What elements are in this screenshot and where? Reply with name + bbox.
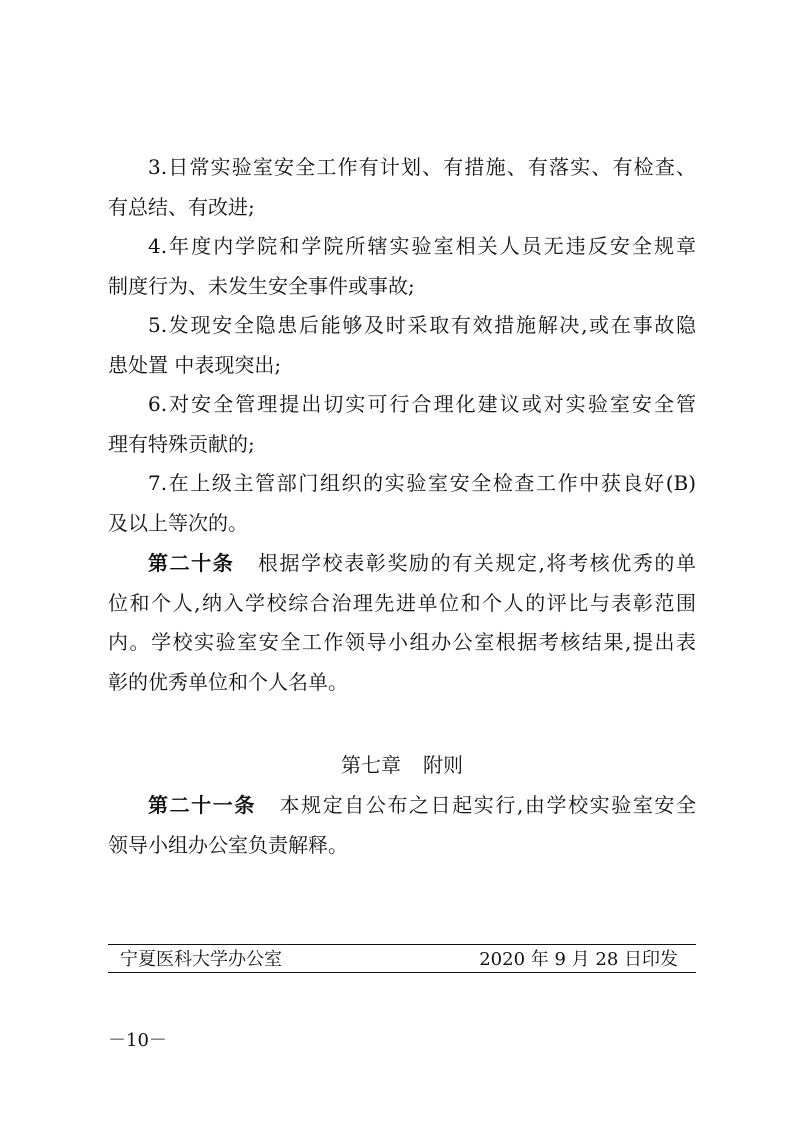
article-21-text: 本规定自公布之日起实行,由学校实验室安全 [277, 793, 697, 817]
item-4-line-2: 制度行为、未发生安全事件或事故; [108, 274, 415, 298]
item-3-line-1: 3.日常实验室安全工作有计划、有措施、有落实、有检查、 [148, 155, 696, 179]
footer-top-rule [108, 944, 696, 945]
item-3-line-2: 有总结、有改进; [108, 195, 255, 219]
chapter-title: 附则 [423, 753, 463, 777]
footer-issuer: 宁夏医科大学办公室 [120, 949, 282, 970]
article-21-line-1 [148, 793, 696, 817]
article-20-text: 根据学校表彰奖励的有关规定,将考核优秀的单 [256, 551, 696, 575]
article-20-line-1 [148, 551, 696, 575]
chapter-heading [108, 753, 696, 777]
item-6-line-2: 理有特殊贡献的; [108, 432, 255, 456]
footer-bottom-rule [108, 972, 696, 973]
page-number: －10－ [108, 1030, 167, 1051]
article-20-line-2: 位和个人,纳入学校综合治理先进单位和个人的评比与表彰范围 [108, 591, 696, 615]
article-20-line-4: 彰的优秀单位和个人名单。 [108, 670, 348, 694]
item-5-line-2: 患处置 中表现突出; [108, 353, 282, 377]
item-5-line-1: 5.发现安全隐患后能够及时采取有效措施解决,或在事故隐 [148, 313, 696, 337]
footer-issue-date: 2020 年 9 月 28 日印发 [479, 949, 678, 970]
article-20-line-3: 内。学校实验室安全工作领导小组办公室根据考核结果,提出表 [108, 630, 696, 654]
item-4-line-1: 4.年度内学院和学院所辖实验室相关人员无违反安全规章 [148, 234, 696, 258]
article-21-label: 第二十一条 [148, 793, 256, 817]
chapter-number: 第七章 [341, 753, 401, 777]
article-20-label: 第二十条 [148, 551, 235, 575]
article-21-line-2: 领导小组办公室负责解释。 [108, 833, 348, 857]
item-6-line-1: 6.对安全管理提出切实可行合理化建议或对实验室安全管 [148, 392, 696, 416]
item-7-line-2: 及以上等次的。 [108, 511, 248, 535]
item-7-line-1: 7.在上级主管部门组织的实验室安全检查工作中获良好(B) [148, 471, 696, 495]
